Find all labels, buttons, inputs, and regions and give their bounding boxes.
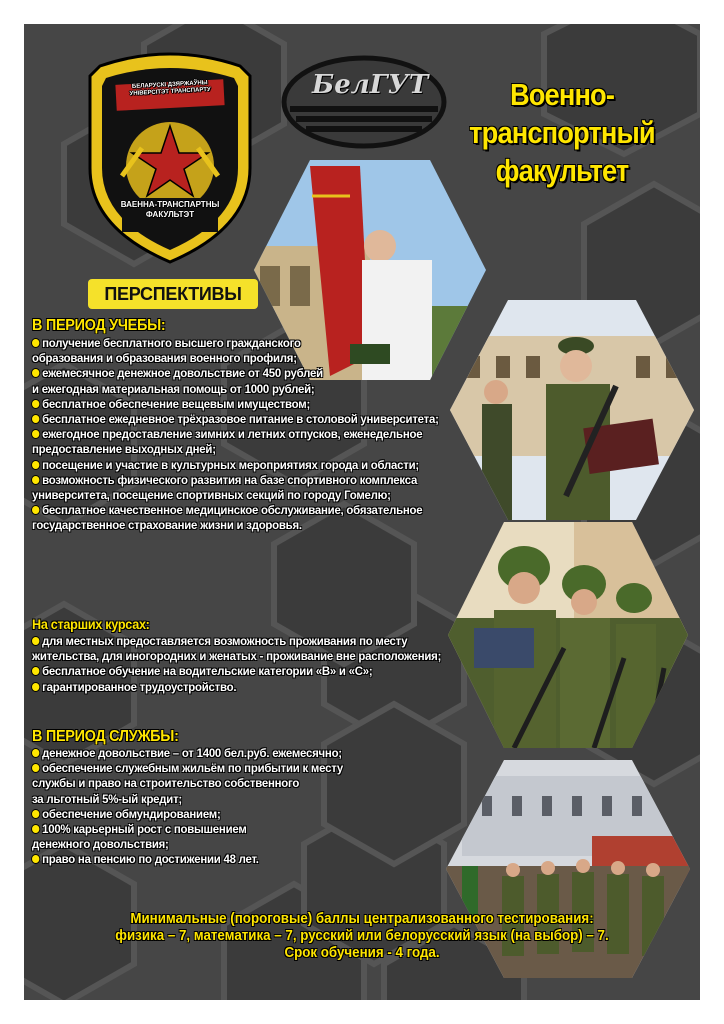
- bullet-icon: [32, 637, 39, 645]
- list-item: [32, 518, 439, 533]
- list-item-text: предоставление выходных дней;: [32, 442, 216, 457]
- list-item: [32, 397, 439, 412]
- bullet-icon: [32, 339, 39, 347]
- list-item-text: бесплатное качественное медицинское обслуживание, обязательное: [42, 503, 423, 518]
- list-item-text: бесплатное обучение на водительские категории «В» и «С»;: [42, 664, 373, 679]
- senior-courses-heading: На старших курсах:: [32, 616, 150, 632]
- list-item-text: обеспечение служебным жильём по прибытии к месту: [42, 761, 343, 776]
- list-item-text: и ежегодная материальная помощь от 1000 рублей;: [32, 381, 315, 396]
- list-item: [32, 503, 439, 518]
- list-item-text: возможность физического развития на базе спортивного комплекса: [42, 472, 418, 487]
- list-item: [32, 680, 441, 695]
- list-item-text: право на пенсию по достижении 48 лет.: [42, 852, 259, 867]
- poster: [24, 24, 700, 1000]
- bullet-icon: [32, 667, 39, 675]
- photo-soldiers-rifles: [444, 518, 692, 752]
- list-item: [32, 822, 343, 837]
- list-item: [32, 442, 439, 457]
- list-item: [32, 776, 343, 791]
- bullet-icon: [32, 476, 39, 484]
- bullet-icon: [32, 461, 39, 469]
- title-line2: транспортный: [469, 115, 655, 150]
- admission-line2: физика – 7, математика – 7, русский или белорусский язык (на выбор) – 7.: [115, 928, 609, 944]
- list-item: [32, 336, 439, 351]
- list-item: [32, 382, 439, 397]
- list-item-text: денежного довольствия;: [32, 837, 169, 852]
- bullet-icon: [32, 415, 39, 423]
- bullet-icon: [32, 683, 39, 691]
- list-item: [32, 366, 439, 381]
- list-item-text: денежное довольствие – от 1400 бел.руб. ежемесячно;: [42, 746, 342, 760]
- list-item: [32, 412, 439, 427]
- list-item-text: 100% карьерный рост с повышением: [42, 822, 247, 837]
- list-item-text: государственное страхование жизни и здоровья.: [32, 518, 302, 533]
- study-period-list: [32, 336, 439, 534]
- list-item-text: получение бесплатного высшего гражданского: [42, 336, 301, 350]
- list-item-text: гарантированное трудоустройство.: [42, 679, 237, 694]
- list-item-text: за льготный 5%-ый кредит;: [32, 791, 183, 806]
- bullet-icon: [32, 810, 39, 818]
- list-item: [32, 427, 439, 442]
- list-item-text: бесплатное ежедневное трёхразовое питание в столовой университета;: [42, 412, 439, 427]
- bullet-icon: [32, 855, 39, 863]
- belgut-logo: [278, 52, 450, 152]
- list-item: [32, 792, 343, 807]
- list-item: [32, 458, 439, 473]
- admission-info: [69, 911, 654, 962]
- emblem-bottom-line2: ФАКУЛЬТЭТ: [145, 210, 195, 219]
- list-item-text: образования и образования военного профиля;: [32, 351, 297, 366]
- list-item-text: ежегодное предоставление зимних и летних отпусков, еженедельное: [42, 427, 423, 442]
- list-item-text: посещение и участие в культурных мероприятиях города и области;: [42, 457, 419, 472]
- list-item: [32, 351, 439, 366]
- faculty-emblem-shield: [82, 48, 258, 266]
- list-item: [32, 807, 343, 822]
- bullet-icon: [32, 764, 39, 772]
- bullet-icon: [32, 430, 39, 438]
- title-line3: факультет: [495, 153, 629, 188]
- list-item: [32, 634, 441, 649]
- list-item: [32, 761, 343, 776]
- list-item-text: для местных предоставляется возможность проживания по месту: [42, 634, 408, 648]
- bullet-icon: [32, 369, 39, 377]
- list-item: [32, 837, 343, 852]
- admission-line1: Минимальные (пороговые) баллы централизованного тестирования:: [130, 911, 594, 927]
- belgut-logo-text: БелГУТ: [312, 70, 429, 100]
- bullet-icon: [32, 749, 39, 757]
- emblem-bottom-line1: ВАЕННА-ТРАНСПАРТНЫ: [120, 200, 220, 209]
- list-item-text: жительства, для иногородних и женатых - проживание вне расположения;: [32, 649, 442, 664]
- list-item: [32, 746, 343, 761]
- list-item: [32, 488, 439, 503]
- list-item-text: обеспечение обмундированием;: [42, 806, 221, 821]
- list-item: [32, 852, 343, 867]
- service-period-heading: В ПЕРИОД СЛУЖБЫ:: [32, 728, 179, 745]
- bullet-icon: [32, 825, 39, 833]
- perspectives-label: ПЕРСПЕКТИВЫ: [88, 279, 258, 309]
- service-period-list: [32, 746, 343, 868]
- study-period-heading: В ПЕРИОД УЧЕБЫ:: [32, 317, 166, 334]
- photo-oath-soldier: [446, 296, 698, 524]
- list-item-text: университета, посещение спортивных секций по городу Гомелю;: [32, 488, 391, 503]
- list-item-text: ежемесячное денежное довольствие от 450 рублей: [42, 366, 323, 381]
- bullet-icon: [32, 506, 39, 514]
- list-item: [32, 649, 441, 664]
- list-item: [32, 664, 441, 679]
- senior-courses-list: [32, 634, 441, 695]
- bullet-icon: [32, 400, 39, 408]
- list-item-text: службы и право на строительство собственного: [32, 776, 300, 791]
- list-item: [32, 473, 439, 488]
- title-line1: Военно-: [509, 77, 615, 112]
- list-item-text: бесплатное обеспечение вещевым имуществом;: [42, 396, 311, 411]
- admission-line3: Срок обучения - 4 года.: [284, 945, 440, 961]
- emblem-top-text: БЕЛАРУСКІ ДЗЯРЖАЎНЫ УНІВЕРСІТЭТ ТРАНСПАРТУ: [129, 80, 211, 98]
